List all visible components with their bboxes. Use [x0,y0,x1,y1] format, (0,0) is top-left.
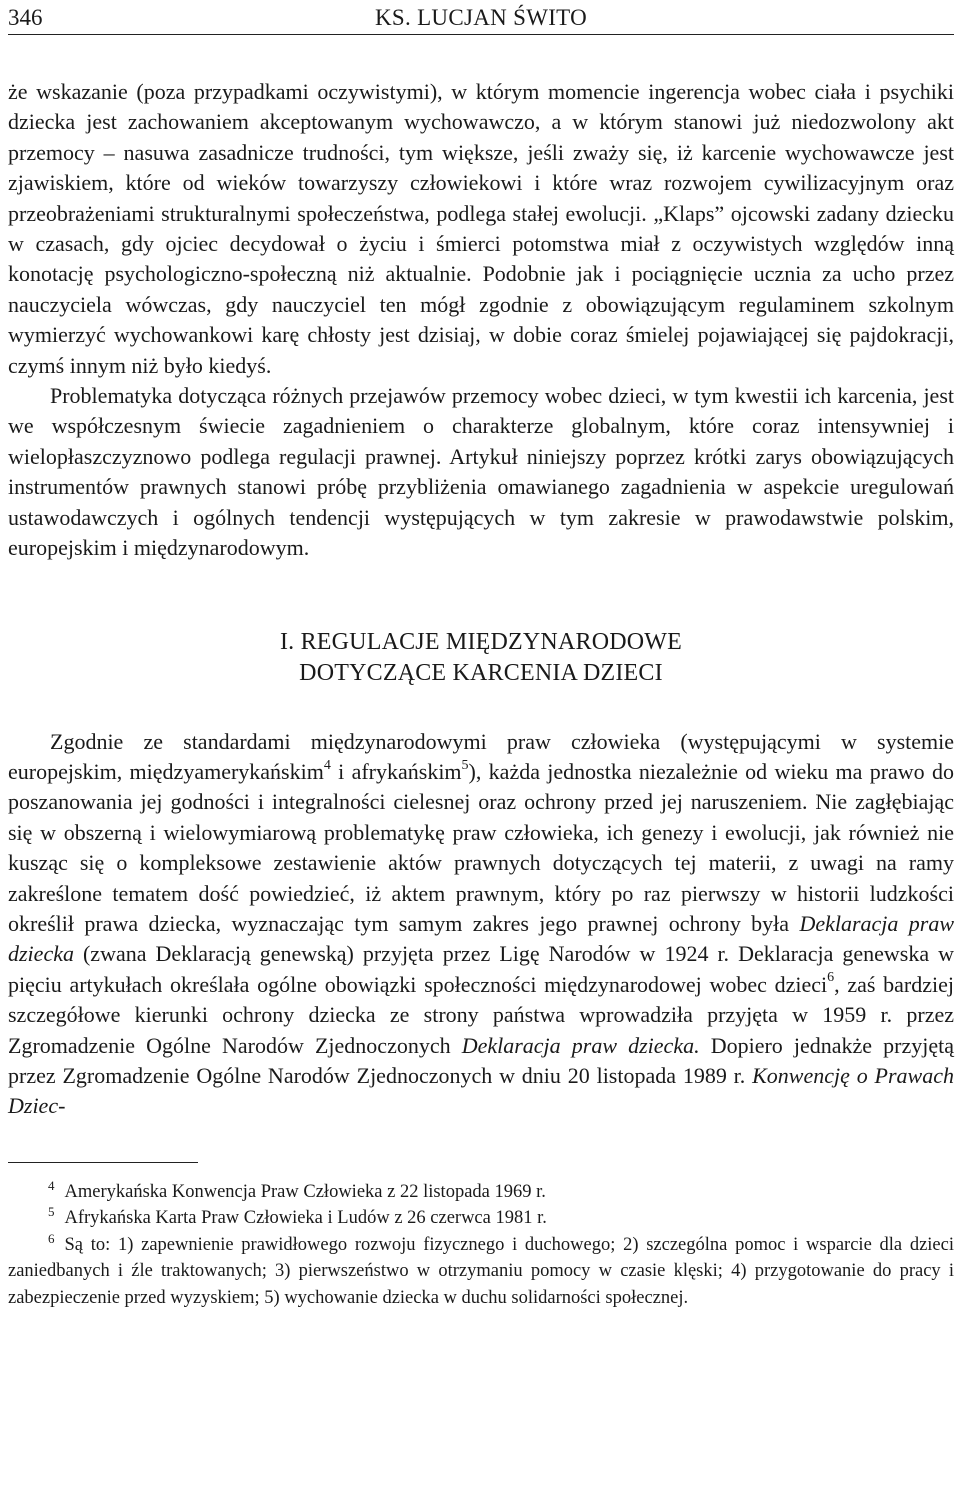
italic-title: Deklaracja praw dziecka. [461,1032,700,1058]
running-header [8,0,954,32]
footnote-ref-5[interactable]: 5 [461,757,469,773]
text-run: Dopiero jednakże przyjętą przez Zgromadzenie Ogólne Narodów Zjednoczonych w dniu 20 listopada 1989 r. [8,1032,955,1088]
section-heading [8,627,954,689]
italic-title: Konwencję o Prawach Dziec- [8,1062,954,1119]
text-run: (zwana Deklaracją genewską) przyjęta przez Ligę Narodów w 1924 r. Deklaracja genewska w pięciu artykułach określała ogólne obowiązki społeczności międzynarodowej wobec dzieci [8,941,954,997]
page-number: 346 [8,5,43,30]
running-title: KS. LUCJAN ŚWITO [374,5,588,30]
italic-title: Deklaracja praw dziecka [8,910,955,967]
section-heading-line-1: I. REGULACJE MIĘDZYNARODOWE [279,628,683,655]
footnote-6 [8,1232,954,1312]
footnote-rule [8,1162,198,1163]
paragraph-problematyka: Problematyka dotycząca różnych przejawów przemocy wobec dzieci, w tym kwestii ich karcenia, jest we współczesnym świecie zagadnieniem o charakterze globalnym, które coraz intensywniej i wielopłaszczyznowo podlega regulacji prawnej. Artykuł niniejszy poprzez krótki zarys obowiązujących instrumentów prawnych stanowi próbę przybliżenia omawianego zagadnienia w aspekcie uregulowań ustawodawczych i ogólnych tendencji występujących w tym zakresie w prawodawstwie polskim, europejskim i międzynarodowym. [8,383,954,561]
footnote-text: Amerykańska Konwencja Praw Człowieka z 22 listopada 1969 r. [64,1181,546,1202]
footnote-number: 4 [48,1177,55,1193]
footnote-4 [8,1179,954,1206]
text-run: Zgodnie ze standardami międzynarodowymi praw człowieka (występującymi w systemie europejskim, międzyamerykańskim [8,728,954,784]
paragraph-continued: że wskazanie (poza przypadkami oczywistymi), w którym momencie ingerencja wobec ciała i psychiki dziecka jest zachowaniem akceptowanym wychowawczo, a w którym stanowi już niedozwolony akt przemocy – nasuwa zasadnicze trudności, tym większe, jeśli zważy się, iż karcenie wychowawcze jest zjawiskiem, które od wieków towarzyszy człowiekowi i które wraz rozwojem cywilizacyjnym oraz przeobrażeniami strukturalnymi społeczeństwa, podlega stałej ewolucji. „Klaps” ojcowski zadany dziecku w czasach, gdy ojciec decydował o życiu i śmierci potomstwa miał z oczywistych względów inną konotację psychologiczno-społeczną niż aktualnie. Podobnie jak i pociągnięcie ucznia za ucho przez nauczyciela wówczas, gdy nauczyciel ten mógł zgodnie z obowiązującym regulaminem szkolnym wymierzyć wychowankowi karę chłosty jest dzisiaj, w dobie coraz śmielej pojawiającej się pajdokracji, czymś innym niż było kiedyś. [8,79,954,378]
footnote-number: 5 [48,1204,55,1220]
footnote-text: Afrykańska Karta Praw Człowieka i Ludów z 26 czerwca 1981 r. [64,1208,547,1229]
footnote-text: Są to: 1) zapewnienie prawidłowego rozwoju fizycznego i duchowego; 2) szczególna pomoc i wsparcie dla dzieci zaniedbanych i źle traktowanych; 3) pierwszeństwo w otrzymaniu pomocy w czasie klęski; 4) przygotowanie do pracy i zabezpieczenie przed wyzyskiem; 5) wychowanie dziecka w duchu solidarności społecznej. [8,1234,954,1308]
paragraph-zgodnie [8,727,954,1122]
body-text [8,77,954,1122]
text-run: i afrykańskim [330,758,462,784]
footnote-number: 6 [48,1230,55,1246]
footnote-ref-4[interactable]: 4 [323,757,331,773]
section-heading-line-2: DOTYCZĄCE KARCENIA DZIECI [299,659,663,686]
text-run: ), każda jednostka niezależnie od wieku ma prawo do poszanowania jej godności i integralności cielesnej oraz ochrony przed jej naruszeniem. Nie zagłębiając się w obszerną i wielowymiarową problematykę praw człowieka, ich genezy i ewolucji, jak również nie kusząc się o kompleksowe zestawienie aktów prawnych dotyczących tej materii, z uwagi na ramy zakreślone tematem dość powiedzieć, iż aktem prawnym, który po raz pierwszy w historii ludzkości określił prawa dziecka, wyznaczając tym samym zakres jego prawnej ochrony była [8,758,954,936]
header-rule [8,34,954,35]
footnote-ref-6[interactable]: 6 [827,970,835,986]
footnote-5 [8,1205,954,1232]
footnotes [8,1179,954,1312]
document-page [8,0,954,1311]
text-run: , zaś bardziej szczegółowe kierunki ochrony dziecka ze strony państwa wprowadziła przyjęta w 1959 r. przez Zgromadzenie Ogólne Narodów Zjednoczonych [8,971,954,1058]
